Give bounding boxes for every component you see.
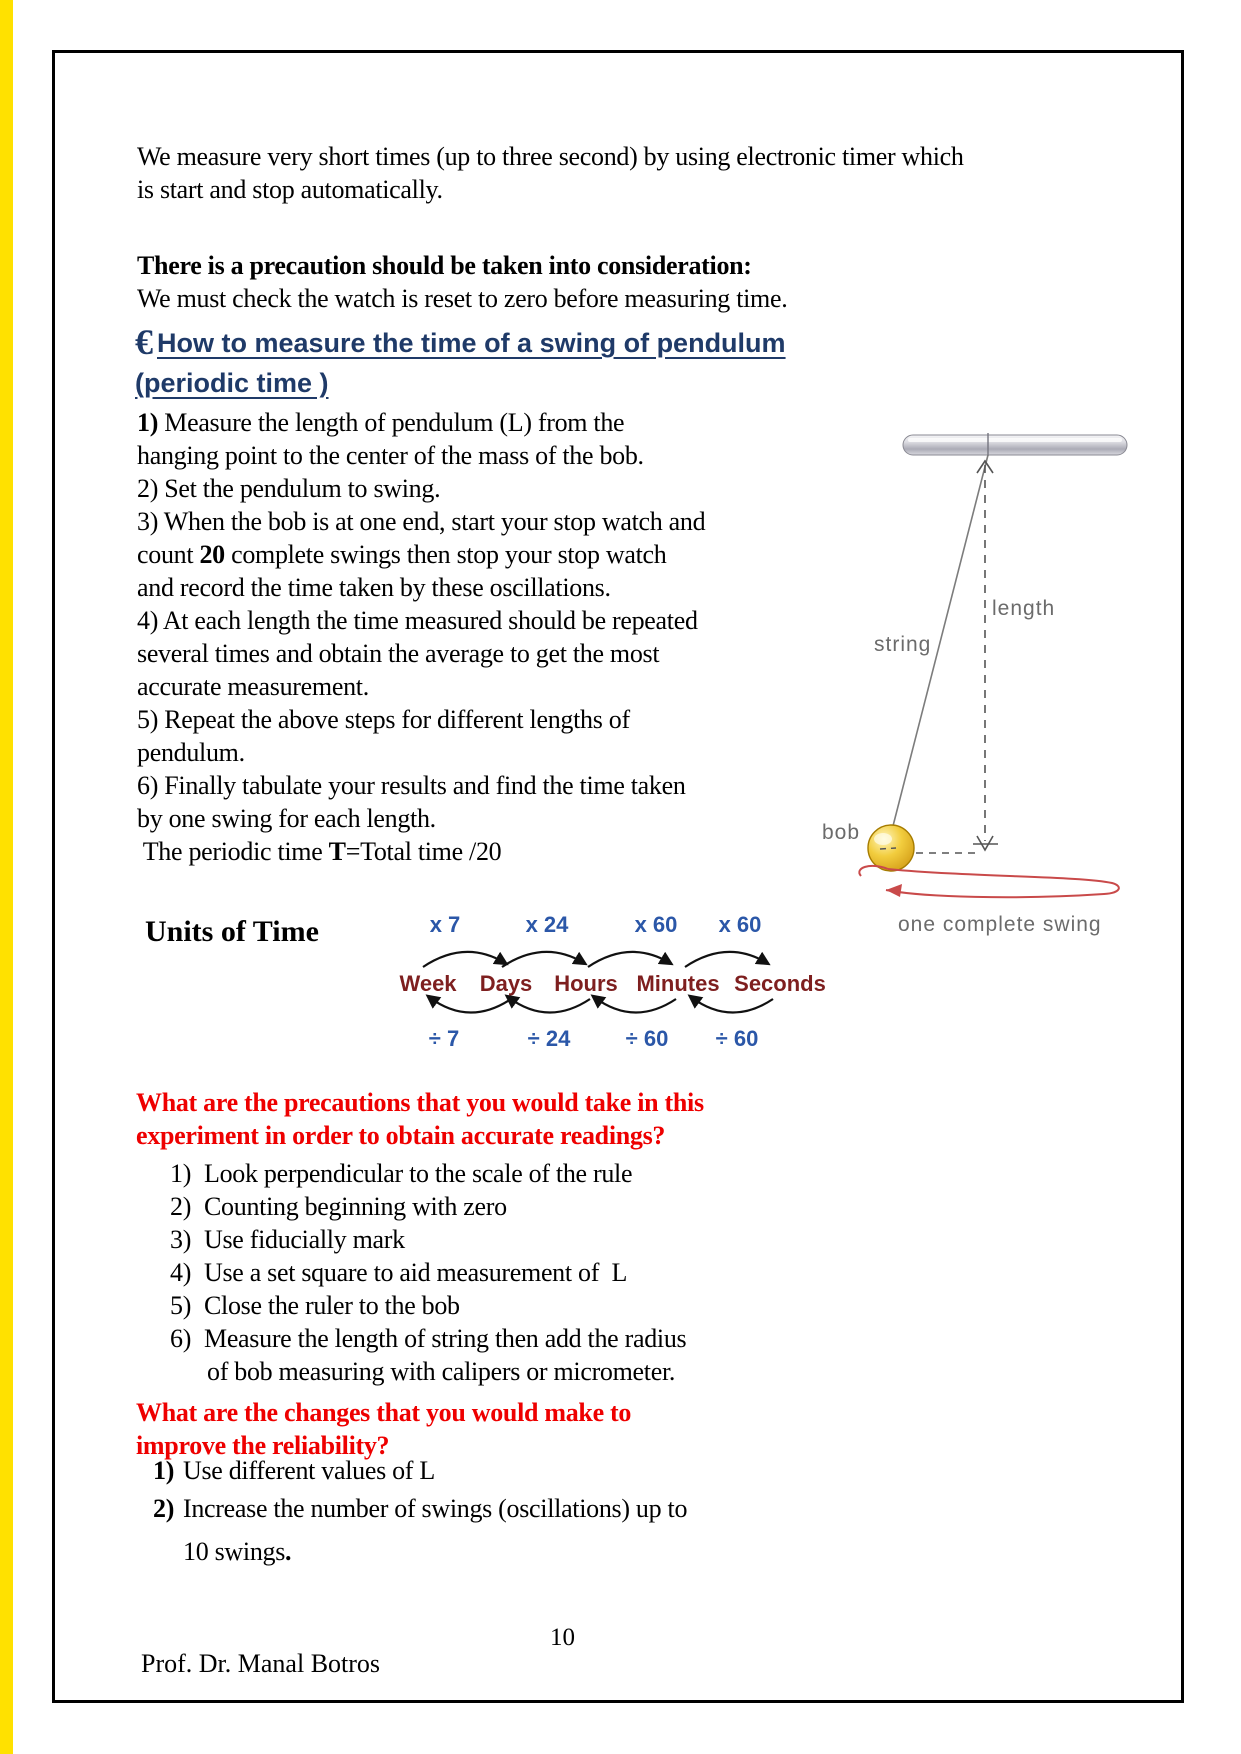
list-item: 3) Use fiducially mark — [170, 1225, 405, 1254]
length-arrow-down — [977, 836, 993, 850]
swing-arrowhead — [886, 884, 902, 897]
multiply-arrow-1 — [423, 952, 505, 967]
multiply-arrow-2 — [502, 952, 584, 967]
question2-heading — [136, 1396, 631, 1462]
footer-author: Prof. Dr. Manal Botros — [141, 1649, 381, 1678]
question1-line-2: experiment in order to obtain accurate readings? — [136, 1121, 666, 1150]
multiply-arrow-4 — [685, 952, 767, 967]
step-line: several times and obtain the average to get the most — [137, 639, 660, 668]
page-edge-strip — [0, 0, 13, 1754]
divide-arrow-1 — [429, 997, 511, 1013]
multiplier-label: x 24 — [525, 912, 569, 937]
one-complete-swing-label: one complete swing — [898, 913, 1102, 936]
question2-list — [137, 1454, 687, 1568]
bob-highlight — [874, 833, 892, 845]
list-item: 4) Use a set square to aid measurement of L — [170, 1258, 628, 1287]
list-item: 2) Increase the number of swings (oscillations) up to — [153, 1494, 688, 1523]
unit-label-days: Days — [479, 971, 533, 996]
multiplier-label: x 60 — [718, 912, 762, 937]
list-item-continuation: 10 swings. — [183, 1537, 292, 1566]
step-line: 2) Set the pendulum to swing. — [137, 474, 441, 503]
unit-label-hours: Hours — [554, 971, 618, 996]
question1-list — [137, 1157, 686, 1388]
procedure-steps — [137, 406, 705, 868]
blue-heading — [135, 322, 786, 403]
divide-arrow-2 — [508, 997, 590, 1013]
step-line: hanging point to the center of the mass of the bob. — [137, 441, 644, 470]
list-item: 5) Close the ruler to the bob — [170, 1291, 460, 1320]
divide-arrow-4 — [691, 997, 773, 1013]
euro-symbol: € — [135, 322, 153, 362]
question2-line-1: What are the changes that you would make to — [136, 1398, 632, 1427]
step-line: accurate measurement. — [137, 672, 369, 701]
blue-heading-line-2: (periodic time ) — [135, 368, 329, 398]
question1-line-1: What are the precautions that you would take in this — [136, 1088, 704, 1117]
unit-label-week: Week — [399, 971, 457, 996]
step-line: 6) Finally tabulate your results and find the time taken — [137, 771, 686, 800]
swing-arc — [886, 869, 1119, 897]
step-line: by one swing for each length. — [137, 804, 436, 833]
periodic-time-line: The periodic time T=Total time /20 — [137, 837, 502, 866]
rod-highlight — [908, 438, 1122, 442]
list-item: 2) Counting beginning with zero — [170, 1192, 507, 1221]
multiplier-label: x 7 — [429, 912, 461, 937]
unit-label-seconds: Seconds — [734, 971, 826, 996]
pendulum-figure — [760, 425, 1180, 950]
blue-heading-line-1: € How to measure the time of a swing of pendulum — [135, 322, 786, 362]
divider-label: ÷ 24 — [527, 1026, 571, 1051]
swing-arc-hook — [859, 866, 888, 876]
question1-heading — [136, 1086, 704, 1152]
divider-label: ÷ 60 — [625, 1026, 669, 1051]
intro-line-1: We measure very short times (up to three second) by using electronic timer which — [137, 142, 964, 171]
question2-line-2: improve the reliability? — [136, 1431, 390, 1460]
list-item-continuation: of bob measuring with calipers or micrometer. — [207, 1357, 676, 1386]
precaution-heading: There is a precaution should be taken into consideration: — [137, 251, 752, 280]
multiplier-label: x 60 — [634, 912, 678, 937]
step-line: 1) Measure the length of pendulum (L) from the — [137, 408, 625, 437]
units-of-time-heading: Units of Time — [145, 915, 319, 948]
page-number: 10 — [550, 1624, 575, 1651]
multiply-arrow-3 — [588, 952, 670, 967]
step-line: 4) At each length the time measured should be repeated — [137, 606, 698, 635]
list-item: 1) Use different values of L — [153, 1456, 435, 1485]
intro-paragraph — [137, 140, 964, 206]
divider-label: ÷ 7 — [428, 1026, 460, 1051]
units-of-time-diagram — [390, 905, 845, 1055]
bob-label: bob — [822, 821, 861, 844]
step-line: and record the time taken by these oscillations. — [137, 573, 611, 602]
pendulum-diagram — [760, 425, 1180, 950]
precaution-body: We must check the watch is reset to zero before measuring time. — [137, 284, 788, 313]
intro-line-2: is start and stop automatically. — [137, 175, 443, 204]
step-line: count 20 complete swings then stop your stop watch — [137, 540, 667, 569]
step-line: 3) When the bob is at one end, start your stop watch and — [137, 507, 706, 536]
step-line: 5) Repeat the above steps for different lengths of — [137, 705, 630, 734]
divider-label: ÷ 60 — [715, 1026, 759, 1051]
precaution-section — [137, 249, 787, 315]
string-label: string — [874, 633, 932, 656]
list-item: 1) Look perpendicular to the scale of the rule — [170, 1159, 633, 1188]
list-item: 6) Measure the length of string then add the radius — [170, 1324, 687, 1353]
divide-arrow-3 — [594, 997, 676, 1013]
unit-label-minutes: Minutes — [636, 971, 720, 996]
step-line: pendulum. — [137, 738, 245, 767]
length-label: length — [992, 597, 1056, 620]
